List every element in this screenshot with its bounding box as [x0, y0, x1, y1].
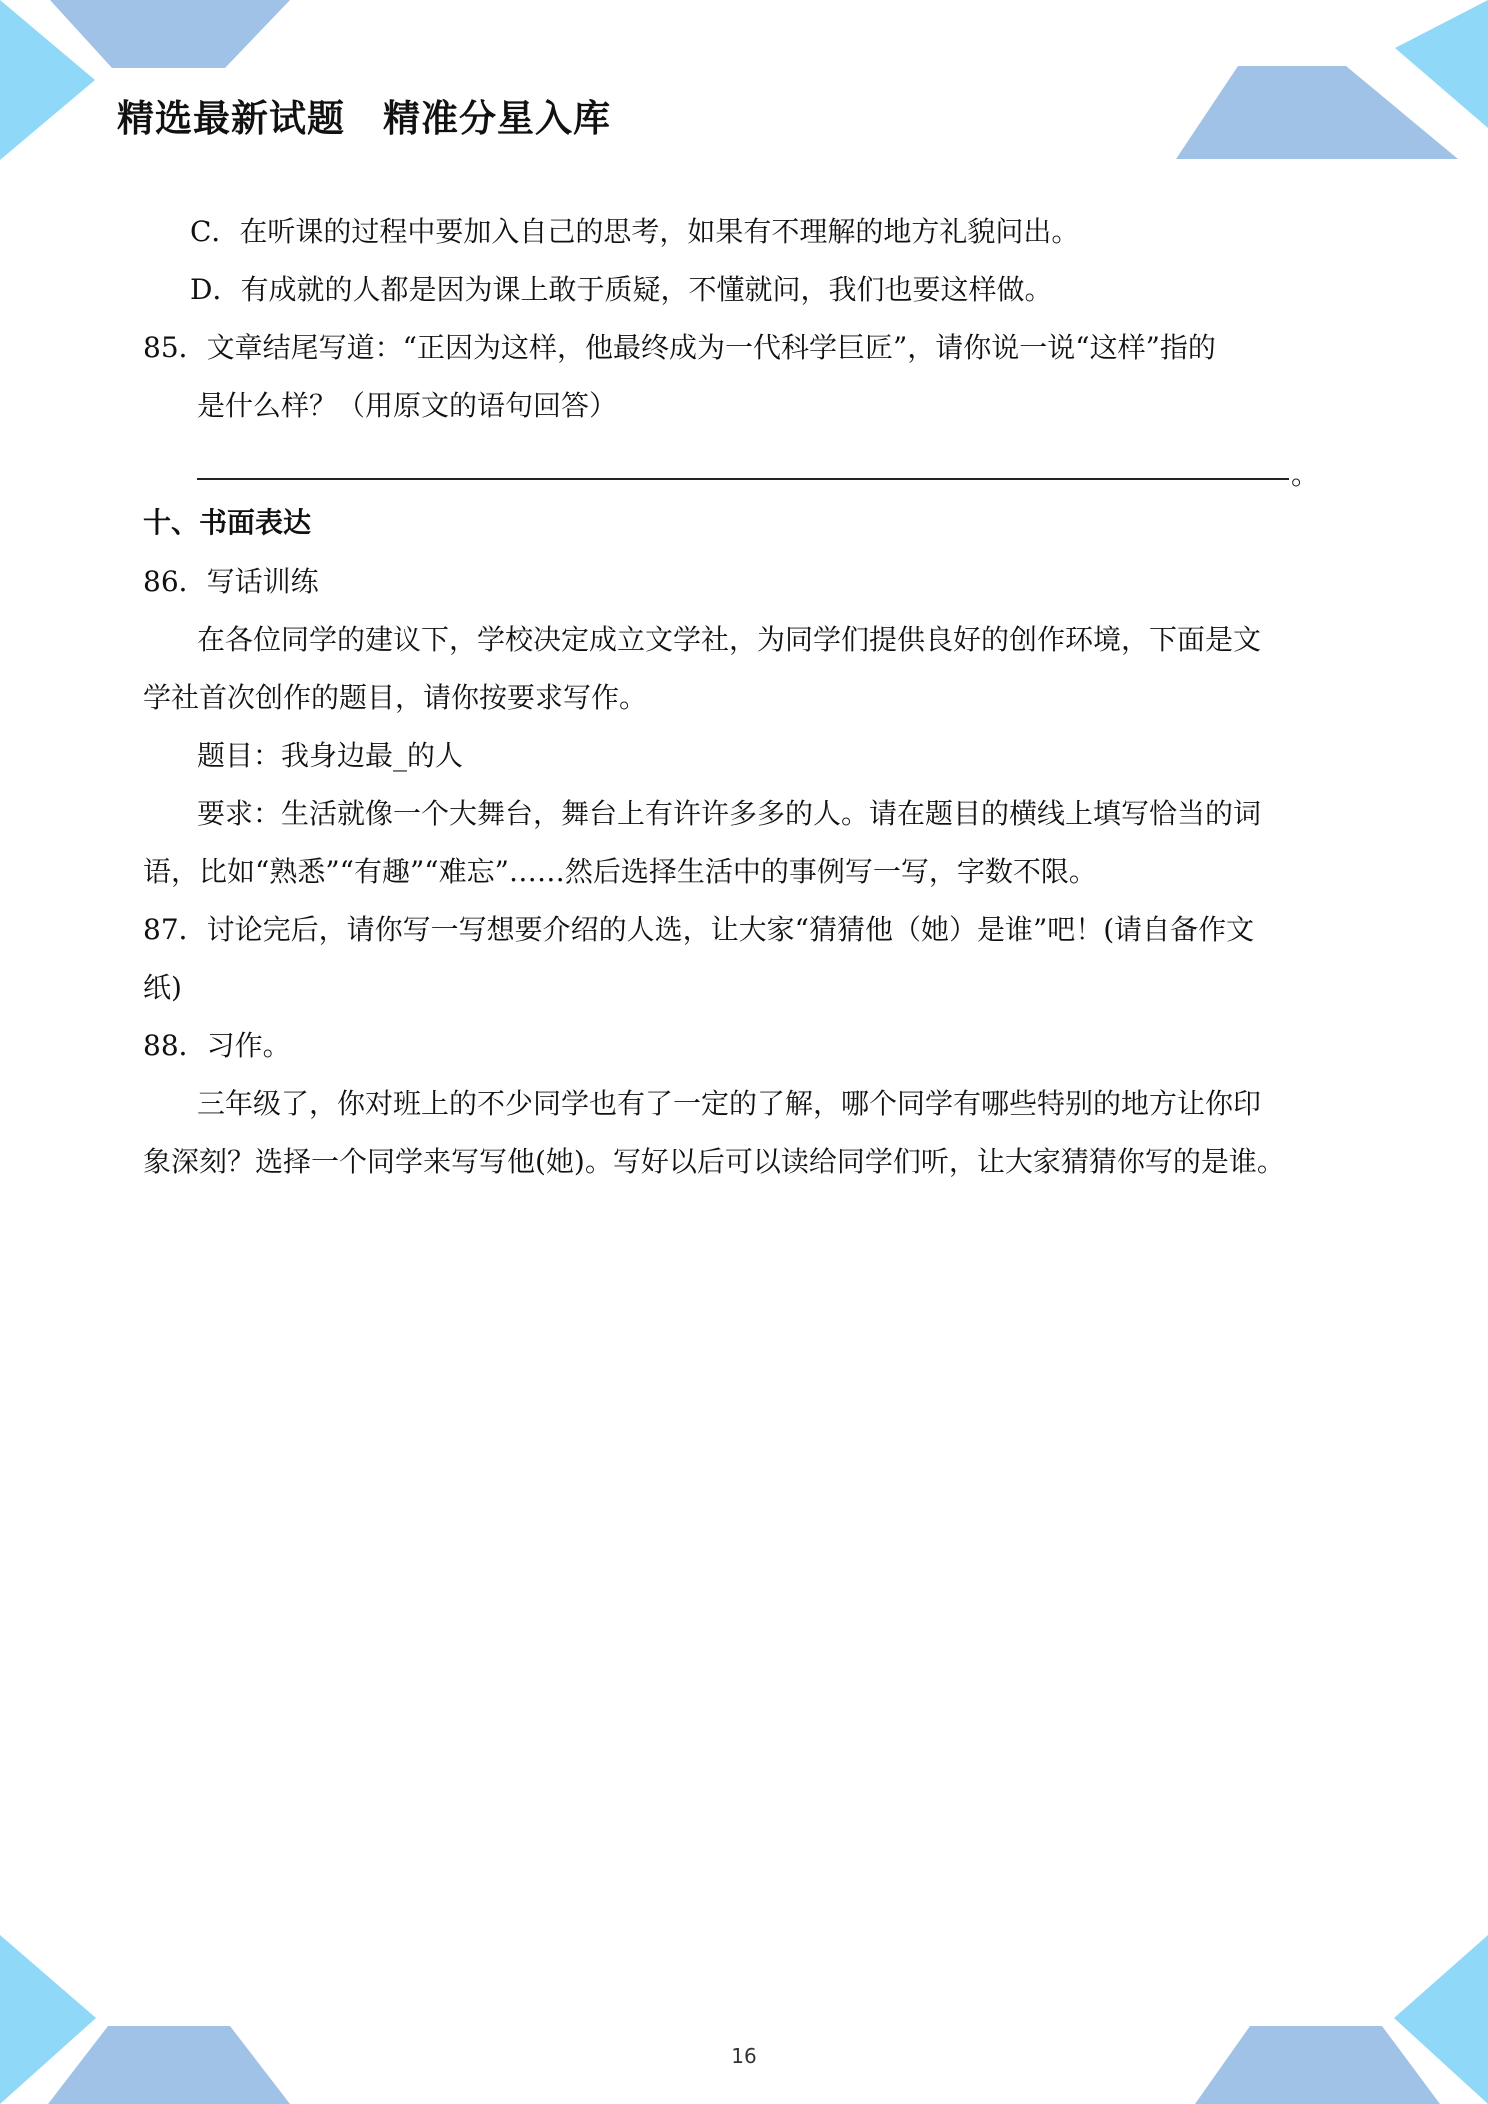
- top-left-trapezoid: [50, 0, 290, 68]
- page-number: 16: [731, 2044, 757, 2068]
- question-88-title: 88．习作。: [143, 1029, 291, 1062]
- top-right-trapezoid: [1176, 66, 1458, 159]
- question-86-paragraph-line-2: 学社首次创作的题目，请你按要求写作。: [143, 681, 648, 714]
- question-88-paragraph-line-1: 三年级了，你对班上的不少同学也有了一定的了解，哪个同学有哪些特别的地方让你印: [197, 1087, 1262, 1120]
- question-86-title: 86．写话训练: [143, 565, 319, 598]
- header-title: 精选最新试题 精准分星入库: [117, 97, 611, 140]
- section-10-heading: 十、书面表达: [143, 506, 312, 539]
- option-c: C．在听课的过程中要加入自己的思考，如果有不理解的地方礼貌问出。: [190, 215, 1080, 248]
- question-86-requirement-line-1: 要求：生活就像一个大舞台，舞台上有许许多多的人。请在题目的横线上填写恰当的词: [197, 797, 1262, 830]
- answer-blank-period: 。: [1291, 458, 1320, 491]
- option-d: D．有成就的人都是因为课上敢于质疑，不懂就问，我们也要这样做。: [190, 273, 1053, 306]
- answer-blank-line: [197, 478, 1289, 480]
- question-87-line-1: 87．讨论完后，请你写一写想要介绍的人选，让大家“猜猜他（她）是谁”吧！(请自备作文: [143, 913, 1255, 946]
- question-85-line-2: 是什么样？（用原文的语句回答）: [197, 389, 618, 422]
- question-86-paragraph-line-1: 在各位同学的建议下，学校决定成立文学社，为同学们提供良好的创作环境，下面是文: [197, 623, 1262, 656]
- question-87-line-2: 纸): [143, 971, 182, 1004]
- question-86-topic: 题目：我身边最_的人: [197, 739, 464, 772]
- question-88-paragraph-line-2: 象深刻？选择一个同学来写写他(她)。写好以后可以读给同学们听，让大家猜猜你写的是谁。: [143, 1145, 1285, 1178]
- question-85-line-1: 85．文章结尾写道：“正因为这样，他最终成为一代科学巨匠”，请你说一说“这样”指的: [143, 331, 1216, 364]
- question-86-requirement-line-2: 语，比如“熟悉”“有趣”“难忘”……然后选择生活中的事例写一写，字数不限。: [143, 855, 1097, 888]
- top-right-triangle: [1395, 0, 1488, 128]
